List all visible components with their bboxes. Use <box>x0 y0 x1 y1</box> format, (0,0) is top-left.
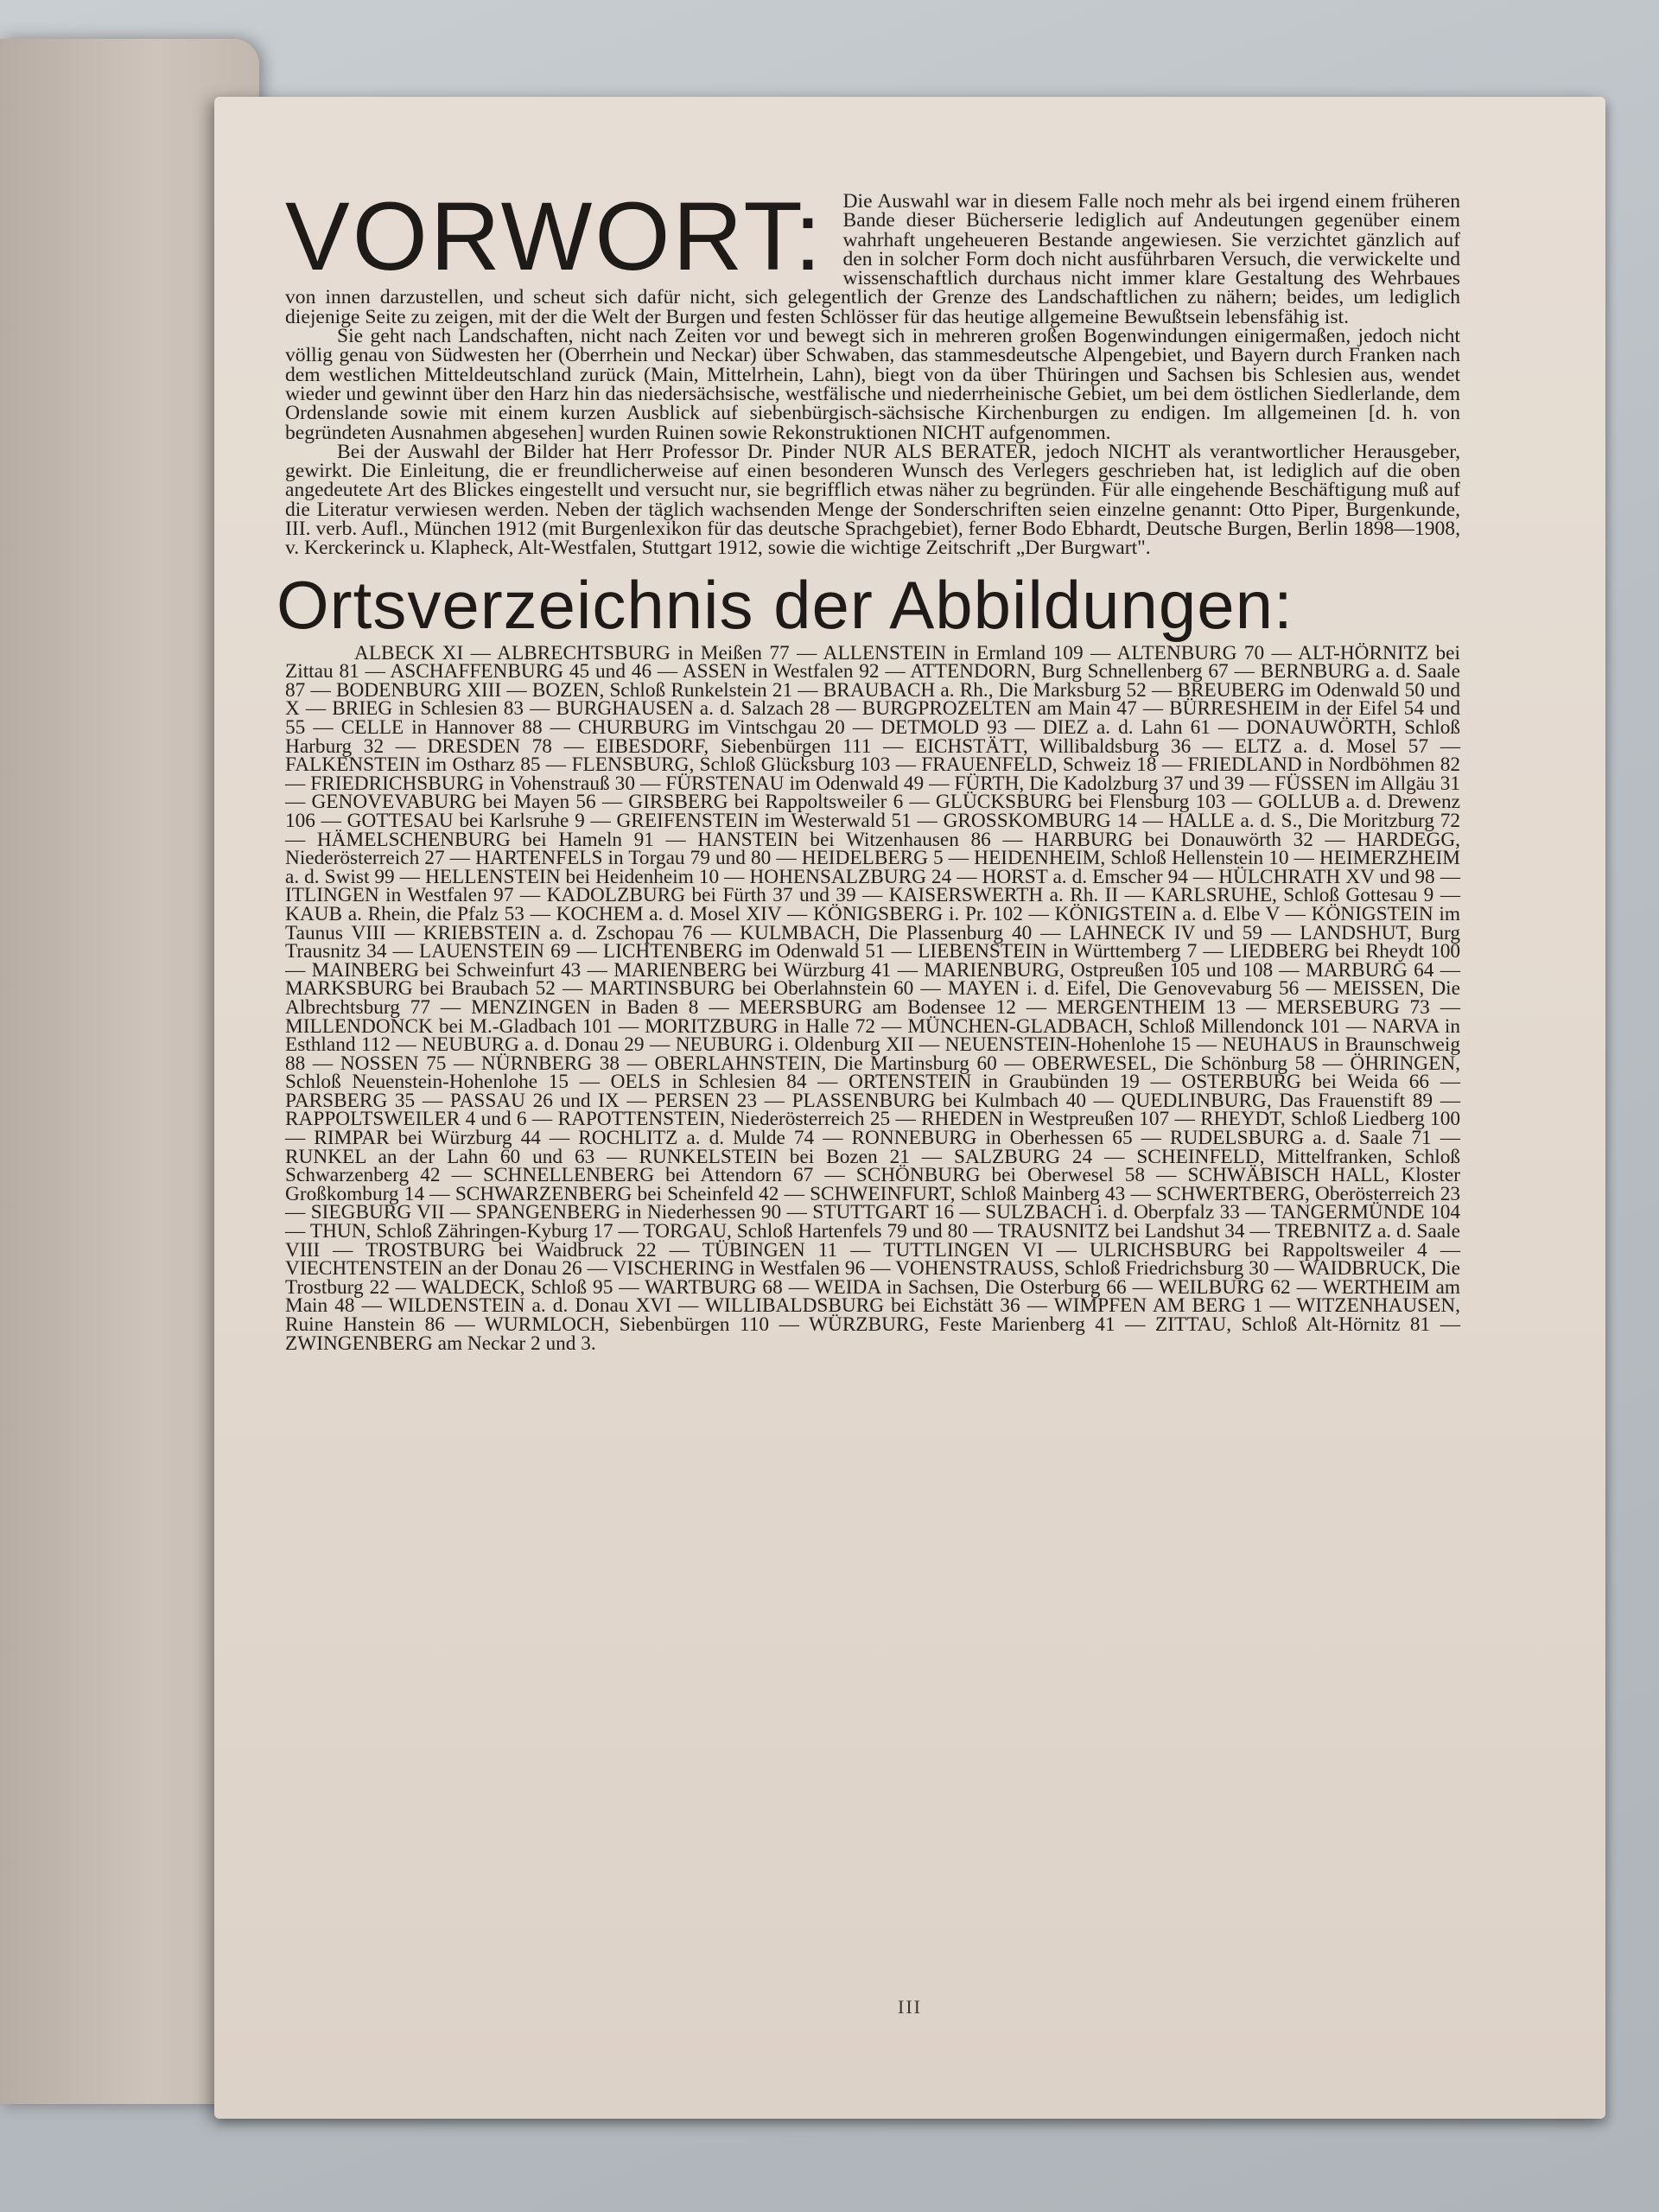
vorwort-paragraph-2: Sie geht nach Landschaften, nicht nach Zeiten vor und bewegt sich in mehreren großen Bogenwindungen einigermaßen, jedoch nicht völlig genau von Südwesten her (Oberrhein und Neckar) über Schwaben, das stammesdeutsche Alpengebiet, und Bayern durch Franken nach dem westlichen Mitteldeutschland zurück (Main, Mittelrhein, Lahn), biegt von da über Thüringen und Sachsen bis Schlesien aus, wendet wieder und gewinnt über den Harz hin das niedersächsische, westfälische und niederrheinische Gebiet, um bei dem östlichen Siedlerlande, dem Ordenslande sowie mit einem kurzen Ausblick auf siebenbürgisch-sächsische Kirchenburgen zu endigen. Im allgemeinen [d. h. von begründeten Ausnahmen abgesehen] wurden Ruinen sowie Rekonstruktionen NICHT aufgenommen. <box>285 325 1460 444</box>
book-page <box>214 97 1605 2119</box>
vorwort-heading: VORWORT: <box>285 182 824 290</box>
page-content <box>276 182 1460 1355</box>
ortsverzeichnis-heading: Ortsverzeichnis der Abbildungen: <box>276 566 1294 643</box>
vorwort-paragraph-3: Bei der Auswahl der Bilder hat Herr Professor Dr. Pinder NUR ALS BERATER, jedoch NICHT als verantwortlicher Herausgeber, gewirkt. Die Einleitung, die er freundlicherweise auf einen besonderen Wunsch des Verlegers geschrieben hat, ist lediglich auf die oben angedeutete Art des Blickes eingestellt und versucht nur, sie begrifflich etwas näher zu begründen. Für alle eingehende Beschäftigung muß auf die Literatur verwiesen werden. Neben der täglich wachsenden Menge der Sonderschriften seien einzelne genannt: Otto Piper, Burgenkunde, III. verb. Aufl., München 1912 (mit Burgenlexikon für das deutsche Sprachgebiet), ferner Bodo Ebhardt, Deutsche Burgen, Berlin 1898—1908, v. Kerckerinck u. Klapheck, Alt-Westfalen, Stuttgart 1912, sowie die wichtige Zeitschrift „Der Burgwart". <box>285 440 1460 560</box>
page-number: III <box>898 1996 922 2018</box>
vorwort-paragraph-1: Die Auswahl war in diesem Falle noch mehr als bei irgend einem früheren Bande dieser Bücherserie lediglich auf Andeutungen gegenüber einem wahrhaft ungeheueren Bestande angewiesen. Sie verzichtet gänzlich auf den in solcher Form doch nicht ausführbaren Versuch, die verwickelte und wissenschaftlich durchaus nicht immer klare Gestaltung des Wehrbaues von innen darzustellen, und scheut sich dafür nicht, sich gelegentlich der Grenze des Landschaftlichen zu nähern; beides, um lediglich diejenige Seite zu zeigen, mit der die Welt der Burgen und festen Schlösser für das heutige allgemeine Bewußtsein lebensfähig ist. <box>285 190 1460 328</box>
ortsverzeichnis-list: ALBECK XI — ALBRECHTSBURG in Meißen 77 — ALLENSTEIN in Ermland 109 — ALTENBURG 70 — ALT-HÖRNITZ bei Zittau 81 — ASCHAFFENBURG 45 und 46 — ASSEN in Westfalen 92 — ATTENDORN, Burg Schnellenberg 67 — BERNBURG a. d. Saale 87 — BODENBURG XIII — BOZEN, Schloß Runkelstein 21 — BRAUBACH a. Rh., Die Marksburg 52 — BREUBERG im Odenwald 50 und X — BRIEG in Schlesien 83 — BURGHAUSEN a. d. Salzach 28 — BURGPROZELTEN am Main 47 — BÜRRESHEIM in der Eifel 54 und 55 — CELLE in Hannover 88 — CHURBURG im Vintschgau 20 — DETMOLD 93 — DIEZ a. d. Lahn 61 — DONAUWÖRTH, Schloß Harburg 32 — DRESDEN 78 — EIBESDORF, Siebenbürgen 111 — EICHSTÄTT, Willibaldsburg 36 — ELTZ a. d. Mosel 57 — FALKENSTEIN im Ostharz 85 — FLENSBURG, Schloß Glücksburg 103 — FRAUENFELD, Schweiz 18 — FRIEDLAND in Nordböhmen 82 — FRIEDRICHSBURG in Vohenstrauß 30 — FÜRSTENAU im Odenwald 49 — FÜRTH, Die Kadolzburg 37 und 39 — FÜSSEN im Allgäu 31 — GENOVEVABURG bei Mayen 56 — GIRSBERG bei Rappoltsweiler 6 — GLÜCKSBURG bei Flensburg 103 — GOLLUB a. d. Drewenz 106 — GOTTESAU bei Karlsruhe 9 — GREIFENSTEIN im Westerwald 51 — GROSSKOMBURG 14 — HALLE a. d. S., Die Moritzburg 72 — HÄMELSCHENBURG bei Hameln 91 — HANSTEIN bei Witzenhausen 86 — HARBURG bei Donauwörth 32 — HARDEGG, Niederösterreich 27 — HARTENFELS in Torgau 79 und 80 — HEIDELBERG 5 — HEIDENHEIM, Schloß Hellenstein 10 — HEIMERZHEIM a. d. Swist 99 — HELLENSTEIN bei Heidenheim 10 — HOHENSALZBURG 24 — HORST a. d. Emscher 94 — HÜLCHRATH XV und 98 — ITLINGEN in Westfalen 97 — KADOLZBURG bei Fürth 37 und 39 — KAISERSWERTH a. Rh. II — KARLSRUHE, Schloß Gottesau 9 — KAUB a. Rhein, die Pfalz 53 — KOCHEM a. d. Mosel XIV — KÖNIGSBERG i. Pr. 102 — KÖNIGSTEIN a. d. Elbe V — KÖNIGSTEIN im Taunus VIII — KRIEBSTEIN a. d. Zschopau 76 — KULMBACH, Die Plassenburg 40 — LAHNECK IV und 59 — LANDSHUT, Burg Trausnitz 34 — LAUENSTEIN 69 — LICHTENBERG im Odenwald 51 — LIEBENSTEIN in Württemberg 7 — LIEDBERG bei Rheydt 100 — MAINBERG bei Schweinfurt 43 — MARIENBERG bei Würzburg 41 — MARIENBURG, Ostpreußen 105 und 108 — MARBURG 64 — MARKSBURG bei Braubach 52 — MARTINSBURG bei Oberlahnstein 60 — MAYEN i. d. Eifel, Die Genovevaburg 56 — MEISSEN, Die Albrechtsburg 77 — MENZINGEN in Baden 8 — MEERSBURG am Bodensee 12 — MERGENTHEIM 13 — MERSEBURG 73 — MILLENDONCK bei M.-Gladbach 101 — MORITZBURG in Halle 72 — MÜNCHEN-GLADBACH, Schloß Millendonck 101 — NARVA in Esthland 112 — NEUBURG a. d. Donau 29 — NEUBURG i. Oldenburg XII — NEUENSTEIN-Hohenlohe 15 — NEUHAUS in Braunschweig 88 — NOSSEN 75 — NÜRNBERG 38 — OBERLAHNSTEIN, Die Martinsburg 60 — OBERWESEL, Die Schönburg 58 — ÖHRINGEN, Schloß Neuenstein-Hohenlohe 15 — OELS in Schlesien 84 — ORTENSTEIN in Graubünden 19 — OSTERBURG bei Weida 66 — PARSBERG 35 — PASSAU 26 und IX — PERSEN 23 — PLASSENBURG bei Kulmbach 40 — QUEDLINBURG, Das Frauenstift 89 — RAPPOLTSWEILER 4 und 6 — RAPOTTENSTEIN, Niederösterreich 25 — RHEDEN in Westpreußen 107 — RHEYDT, Schloß Liedberg 100 — RIMPAR bei Würzburg 44 — ROCHLITZ a. d. Mulde 74 — RONNEBURG in Oberhessen 65 — RUDELSBURG a. d. Saale 71 — RUNKEL an der Lahn 60 und 63 — RUNKELSTEIN bei Bozen 21 — SALZBURG 24 — SCHEINFELD, Mittelfranken, Schloß Schwarzenberg 42 — SCHNELLENBERG bei Attendorn 67 — SCHÖNBURG bei Oberwesel 58 — SCHWÄBISCH HALL, Kloster Großkomburg 14 — SCHWARZENBERG bei Scheinfeld 42 — SCHWEINFURT, Schloß Mainberg 43 — SCHWERTBERG, Oberösterreich 23 — SIEGBURG VII — SPANGENBERG in Niederhessen 90 — STUTTGART 16 — SULZBACH i. d. Oberpfalz 33 — TANGERMÜNDE 104 — THUN, Schloß Zähringen-Kyburg 17 — TORGAU, Schloß Hartenfels 79 und 80 — TRAUSNITZ bei Landshut 34 — TREBNITZ a. d. Saale VIII — TROSTBURG bei Waidbruck 22 — TÜBINGEN 11 — TUTTLINGEN VI — ULRICHSBURG bei Rappoltsweiler 4 — VIECHTENSTEIN an der Donau 26 — VISCHERING in Westfalen 96 — VOHENSTRAUSS, Schloß Friedrichsburg 30 — WAIDBRUCK, Die Trostburg 22 — WALDECK, Schloß 95 — WARTBURG 68 — WEIDA in Sachsen, Die Osterburg 66 — WEILBURG 62 — WERTHEIM am Main 48 — WILDENSTEIN a. d. Donau XVI — WILLIBALDSBURG bei Eichstätt 36 — WIMPFEN AM BERG 1 — WITZENHAUSEN, Ruine Hanstein 86 — WURMLOCH, Siebenbürgen 110 — WÜRZBURG, Feste Marienberg 41 — ZITTAU, Schloß Alt-Hörnitz 81 — ZWINGENBERG am Neckar 2 und 3. <box>285 641 1460 1355</box>
